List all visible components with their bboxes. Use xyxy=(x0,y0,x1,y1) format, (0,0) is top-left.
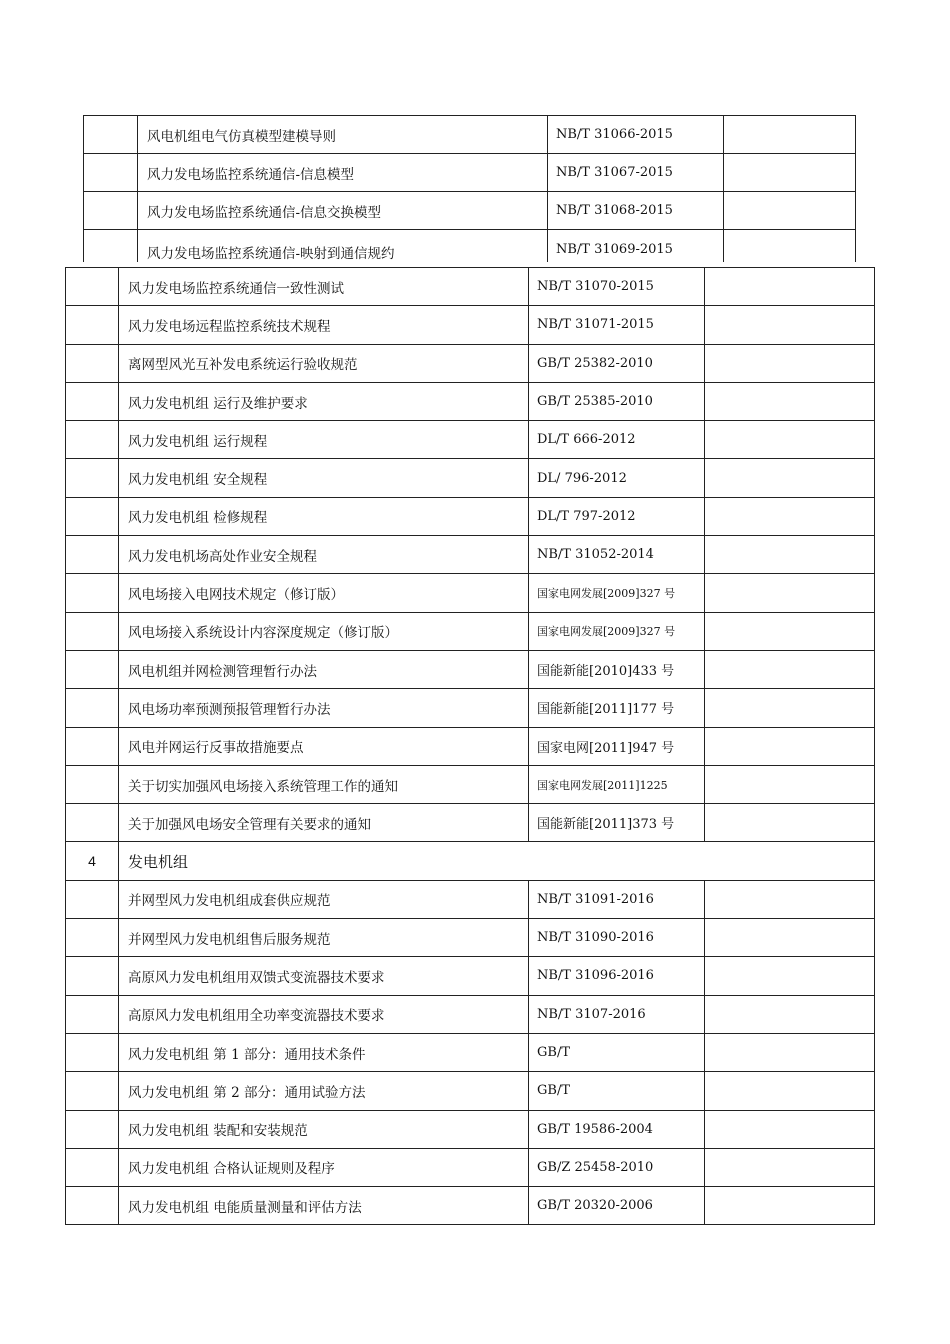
table-row xyxy=(84,154,856,192)
table-row xyxy=(66,268,875,306)
standard-code: NB/T 31069-2015 xyxy=(548,230,724,263)
standard-name: 风力发电机组 电能质量测量和评估方法 xyxy=(119,1187,529,1225)
standard-code: 国能新能[2011]177 号 xyxy=(529,689,705,727)
standard-code: 国家电网发展[2009]327 号 xyxy=(529,574,705,612)
remark-cell xyxy=(705,1148,875,1186)
index-cell xyxy=(66,804,119,842)
standard-code: GB/T 25385-2010 xyxy=(529,382,705,420)
standard-code: NB/T 31070-2015 xyxy=(529,268,705,306)
standards-table-main xyxy=(65,267,875,1225)
index-cell xyxy=(66,727,119,765)
standard-code: GB/T 25382-2010 xyxy=(529,344,705,382)
table-row xyxy=(66,536,875,574)
index-cell xyxy=(84,116,138,154)
table-row xyxy=(66,765,875,803)
standard-code: NB/T 31066-2015 xyxy=(548,116,724,154)
standard-code: GB/Z 25458-2010 xyxy=(529,1148,705,1186)
remark-cell xyxy=(705,919,875,957)
remark-cell xyxy=(705,880,875,918)
table-row xyxy=(66,1148,875,1186)
index-cell xyxy=(66,919,119,957)
standard-code: NB/T 3107-2016 xyxy=(529,995,705,1033)
remark-cell xyxy=(705,459,875,497)
index-cell xyxy=(66,1072,119,1110)
remark-cell xyxy=(705,1187,875,1225)
table-row xyxy=(84,230,856,263)
standard-code: DL/T 797-2012 xyxy=(529,497,705,535)
standard-code: GB/T 19586-2004 xyxy=(529,1110,705,1148)
index-cell xyxy=(66,268,119,306)
index-cell xyxy=(66,995,119,1033)
index-cell xyxy=(66,1187,119,1225)
index-cell xyxy=(66,650,119,688)
standard-name: 风力发电机组 合格认证规则及程序 xyxy=(119,1148,529,1186)
remark-cell xyxy=(705,995,875,1033)
standard-name: 风力发电机组 第 2 部分：通用试验方法 xyxy=(119,1072,529,1110)
remark-cell xyxy=(705,765,875,803)
standard-name: 风电场接入电网技术规定（修订版） xyxy=(119,574,529,612)
remark-cell xyxy=(724,230,856,263)
index-cell xyxy=(66,1033,119,1071)
table-row xyxy=(66,1110,875,1148)
remark-cell xyxy=(705,1072,875,1110)
standard-name: 风力发电机组 运行及维护要求 xyxy=(119,382,529,420)
standard-name: 并网型风力发电机组售后服务规范 xyxy=(119,919,529,957)
standard-name: 风力发电场远程监控系统技术规程 xyxy=(119,306,529,344)
table-row xyxy=(66,421,875,459)
index-cell xyxy=(84,230,138,263)
standard-code: GB/T xyxy=(529,1033,705,1071)
remark-cell xyxy=(705,727,875,765)
remark-cell xyxy=(724,192,856,230)
remark-cell xyxy=(705,536,875,574)
remark-cell xyxy=(724,116,856,154)
standard-code: NB/T 31052-2014 xyxy=(529,536,705,574)
section-row xyxy=(66,842,875,880)
standard-name: 离网型风光互补发电系统运行验收规范 xyxy=(119,344,529,382)
standard-name: 高原风力发电机组用全功率变流器技术要求 xyxy=(119,995,529,1033)
remark-cell xyxy=(705,689,875,727)
remark-cell xyxy=(705,574,875,612)
standard-code: 国家电网发展[2011]1225 xyxy=(529,765,705,803)
standard-name: 风电场接入系统设计内容深度规定（修订版） xyxy=(119,612,529,650)
table-row xyxy=(66,880,875,918)
index-cell xyxy=(66,382,119,420)
standard-name: 风力发电机组 装配和安装规范 xyxy=(119,1110,529,1148)
standard-name: 风力发电场监控系统通信-映射到通信规约 xyxy=(138,230,548,263)
standard-code: 国家电网发展[2009]327 号 xyxy=(529,612,705,650)
table-row xyxy=(66,306,875,344)
standard-name: 风力发电机场高处作业安全规程 xyxy=(119,536,529,574)
standard-name: 风力发电机组 第 1 部分：通用技术条件 xyxy=(119,1033,529,1071)
remark-cell xyxy=(705,497,875,535)
table-row xyxy=(66,919,875,957)
remark-cell xyxy=(705,612,875,650)
index-cell xyxy=(66,880,119,918)
table-row xyxy=(66,650,875,688)
standard-code: NB/T 31096-2016 xyxy=(529,957,705,995)
index-cell xyxy=(66,765,119,803)
standard-name: 风电并网运行反事故措施要点 xyxy=(119,727,529,765)
index-cell xyxy=(66,957,119,995)
standard-name: 风电场功率预测预报管理暂行办法 xyxy=(119,689,529,727)
standard-name: 风力发电场监控系统通信一致性测试 xyxy=(119,268,529,306)
table-row xyxy=(66,1187,875,1225)
standard-code: NB/T 31067-2015 xyxy=(548,154,724,192)
index-cell xyxy=(66,306,119,344)
index-cell xyxy=(66,459,119,497)
section-number: 4 xyxy=(66,842,119,880)
table-row xyxy=(66,382,875,420)
table-row xyxy=(66,1033,875,1071)
table-row xyxy=(66,497,875,535)
standard-name: 风力发电机组 检修规程 xyxy=(119,497,529,535)
section-title: 发电机组 xyxy=(119,842,875,880)
index-cell xyxy=(66,1110,119,1148)
remark-cell xyxy=(705,382,875,420)
standard-code: DL/T 666-2012 xyxy=(529,421,705,459)
remark-cell xyxy=(705,1033,875,1071)
standard-code: 国能新能[2010]433 号 xyxy=(529,650,705,688)
index-cell xyxy=(84,154,138,192)
standard-code: NB/T 31071-2015 xyxy=(529,306,705,344)
standard-code: GB/T 20320-2006 xyxy=(529,1187,705,1225)
table-row xyxy=(66,459,875,497)
standard-code: GB/T xyxy=(529,1072,705,1110)
index-cell xyxy=(66,574,119,612)
standard-code: 国家电网[2011]947 号 xyxy=(529,727,705,765)
table-row xyxy=(84,116,856,154)
table-row xyxy=(66,689,875,727)
index-cell xyxy=(66,497,119,535)
index-cell xyxy=(66,1148,119,1186)
standard-code: DL/ 796-2012 xyxy=(529,459,705,497)
standard-name: 关于加强风电场安全管理有关要求的通知 xyxy=(119,804,529,842)
index-cell xyxy=(66,689,119,727)
table-row xyxy=(66,957,875,995)
standard-name: 高原风力发电机组用双馈式变流器技术要求 xyxy=(119,957,529,995)
table-row xyxy=(66,804,875,842)
table-row xyxy=(66,1072,875,1110)
table-row xyxy=(66,727,875,765)
standard-name: 风电机组电气仿真模型建模导则 xyxy=(138,116,548,154)
standard-code: 国能新能[2011]373 号 xyxy=(529,804,705,842)
standard-code: NB/T 31068-2015 xyxy=(548,192,724,230)
standard-name: 风电机组并网检测管理暂行办法 xyxy=(119,650,529,688)
standard-name: 风力发电场监控系统通信-信息交换模型 xyxy=(138,192,548,230)
remark-cell xyxy=(705,804,875,842)
standard-name: 风力发电机组 运行规程 xyxy=(119,421,529,459)
standard-name: 并网型风力发电机组成套供应规范 xyxy=(119,880,529,918)
table-row xyxy=(66,344,875,382)
standard-code: NB/T 31090-2016 xyxy=(529,919,705,957)
table-row xyxy=(66,612,875,650)
remark-cell xyxy=(705,421,875,459)
remark-cell xyxy=(705,306,875,344)
standard-name: 关于切实加强风电场接入系统管理工作的通知 xyxy=(119,765,529,803)
standard-name: 风力发电机组 安全规程 xyxy=(119,459,529,497)
remark-cell xyxy=(705,268,875,306)
remark-cell xyxy=(705,344,875,382)
remark-cell xyxy=(705,957,875,995)
table-row xyxy=(66,995,875,1033)
index-cell xyxy=(66,421,119,459)
index-cell xyxy=(66,612,119,650)
standard-code: NB/T 31091-2016 xyxy=(529,880,705,918)
index-cell xyxy=(84,192,138,230)
index-cell xyxy=(66,536,119,574)
index-cell xyxy=(66,344,119,382)
standards-table-top xyxy=(83,115,856,262)
standard-name: 风力发电场监控系统通信-信息模型 xyxy=(138,154,548,192)
remark-cell xyxy=(724,154,856,192)
table-row xyxy=(84,192,856,230)
remark-cell xyxy=(705,1110,875,1148)
remark-cell xyxy=(705,650,875,688)
table-row xyxy=(66,574,875,612)
